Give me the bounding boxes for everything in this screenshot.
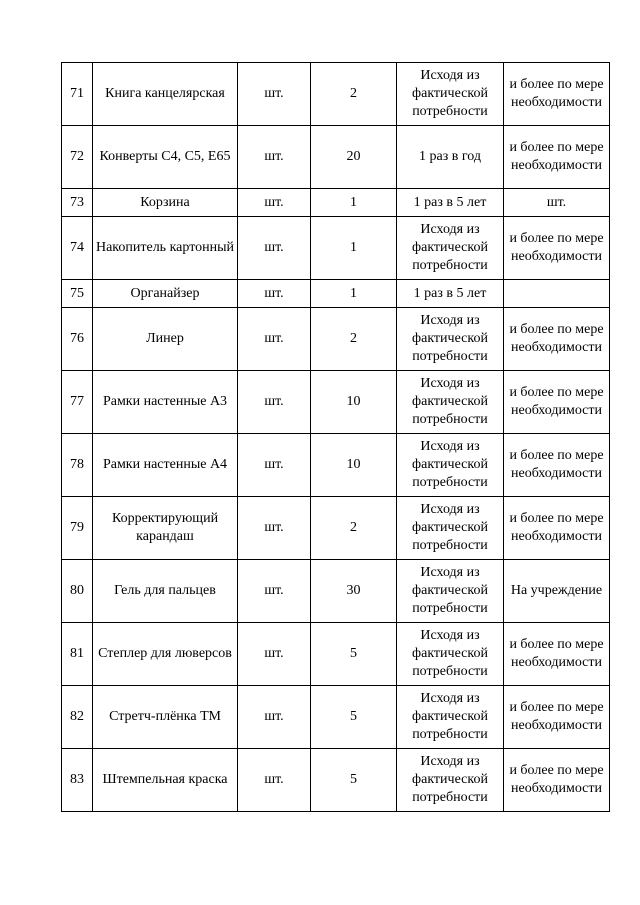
cell-item-name: Линер bbox=[93, 308, 238, 371]
table-row bbox=[62, 371, 610, 434]
cell-quantity: 2 bbox=[311, 63, 397, 126]
cell-quantity: 5 bbox=[311, 623, 397, 686]
cell-note: и более по мере необходимости bbox=[504, 686, 610, 749]
cell-item-name: Штемпельная краска bbox=[93, 749, 238, 812]
cell-frequency: Исходя из фактической потребности bbox=[397, 63, 504, 126]
cell-note: и более по мере необходимости bbox=[504, 308, 610, 371]
cell-note: и более по мере необходимости bbox=[504, 217, 610, 280]
cell-item-name: Накопитель картонный bbox=[93, 217, 238, 280]
cell-number: 73 bbox=[62, 189, 93, 217]
cell-frequency: 1 раз в год bbox=[397, 126, 504, 189]
cell-note bbox=[504, 280, 610, 308]
cell-unit: шт. bbox=[238, 189, 311, 217]
cell-frequency: 1 раз в 5 лет bbox=[397, 189, 504, 217]
cell-quantity: 1 bbox=[311, 189, 397, 217]
table-row bbox=[62, 217, 610, 280]
table-row bbox=[62, 280, 610, 308]
cell-frequency: Исходя из фактической потребности bbox=[397, 308, 504, 371]
cell-unit: шт. bbox=[238, 217, 311, 280]
cell-frequency: Исходя из фактической потребности bbox=[397, 560, 504, 623]
cell-item-name: Корректирующий карандаш bbox=[93, 497, 238, 560]
cell-unit: шт. bbox=[238, 308, 311, 371]
cell-quantity: 10 bbox=[311, 371, 397, 434]
table-row bbox=[62, 623, 610, 686]
cell-unit: шт. bbox=[238, 686, 311, 749]
cell-unit: шт. bbox=[238, 371, 311, 434]
cell-item-name: Корзина bbox=[93, 189, 238, 217]
cell-frequency: Исходя из фактической потребности bbox=[397, 623, 504, 686]
cell-number: 71 bbox=[62, 63, 93, 126]
cell-note: и более по мере необходимости bbox=[504, 497, 610, 560]
cell-note: и более по мере необходимости bbox=[504, 623, 610, 686]
cell-number: 77 bbox=[62, 371, 93, 434]
cell-quantity: 1 bbox=[311, 217, 397, 280]
cell-quantity: 20 bbox=[311, 126, 397, 189]
cell-frequency: Исходя из фактической потребности bbox=[397, 371, 504, 434]
cell-quantity: 5 bbox=[311, 686, 397, 749]
table-row bbox=[62, 308, 610, 371]
cell-item-name: Степлер для люверсов bbox=[93, 623, 238, 686]
cell-note: и более по мере необходимости bbox=[504, 371, 610, 434]
cell-number: 83 bbox=[62, 749, 93, 812]
cell-item-name: Рамки настенные А3 bbox=[93, 371, 238, 434]
cell-note: и более по мере необходимости bbox=[504, 126, 610, 189]
cell-number: 81 bbox=[62, 623, 93, 686]
table-row bbox=[62, 749, 610, 812]
table-row bbox=[62, 686, 610, 749]
cell-number: 76 bbox=[62, 308, 93, 371]
cell-note: и более по мере необходимости bbox=[504, 63, 610, 126]
cell-unit: шт. bbox=[238, 560, 311, 623]
supply-norms-table bbox=[61, 62, 610, 812]
cell-unit: шт. bbox=[238, 749, 311, 812]
cell-quantity: 10 bbox=[311, 434, 397, 497]
cell-number: 82 bbox=[62, 686, 93, 749]
cell-unit: шт. bbox=[238, 63, 311, 126]
cell-number: 74 bbox=[62, 217, 93, 280]
cell-unit: шт. bbox=[238, 126, 311, 189]
table-row bbox=[62, 560, 610, 623]
cell-unit: шт. bbox=[238, 623, 311, 686]
cell-item-name: Конверты С4, С5, Е65 bbox=[93, 126, 238, 189]
cell-frequency: Исходя из фактической потребности bbox=[397, 686, 504, 749]
cell-unit: шт. bbox=[238, 497, 311, 560]
cell-number: 80 bbox=[62, 560, 93, 623]
cell-frequency: Исходя из фактической потребности bbox=[397, 497, 504, 560]
cell-unit: шт. bbox=[238, 434, 311, 497]
cell-note: и более по мере необходимости bbox=[504, 749, 610, 812]
cell-quantity: 30 bbox=[311, 560, 397, 623]
cell-note: На учреждение bbox=[504, 560, 610, 623]
cell-number: 72 bbox=[62, 126, 93, 189]
cell-quantity: 2 bbox=[311, 497, 397, 560]
table-body bbox=[62, 63, 610, 812]
table-row bbox=[62, 126, 610, 189]
table-row bbox=[62, 497, 610, 560]
cell-item-name: Стретч-плёнка ТМ bbox=[93, 686, 238, 749]
cell-item-name: Рамки настенные А4 bbox=[93, 434, 238, 497]
cell-item-name: Органайзер bbox=[93, 280, 238, 308]
cell-number: 79 bbox=[62, 497, 93, 560]
cell-frequency: Исходя из фактической потребности bbox=[397, 217, 504, 280]
cell-frequency: Исходя из фактической потребности bbox=[397, 434, 504, 497]
cell-unit: шт. bbox=[238, 280, 311, 308]
cell-quantity: 5 bbox=[311, 749, 397, 812]
cell-frequency: 1 раз в 5 лет bbox=[397, 280, 504, 308]
table-row bbox=[62, 434, 610, 497]
cell-item-name: Книга канцелярская bbox=[93, 63, 238, 126]
cell-item-name: Гель для пальцев bbox=[93, 560, 238, 623]
cell-quantity: 1 bbox=[311, 280, 397, 308]
cell-note: и более по мере необходимости bbox=[504, 434, 610, 497]
table-row bbox=[62, 63, 610, 126]
cell-note: шт. bbox=[504, 189, 610, 217]
cell-frequency: Исходя из фактической потребности bbox=[397, 749, 504, 812]
table-row bbox=[62, 189, 610, 217]
cell-number: 78 bbox=[62, 434, 93, 497]
cell-number: 75 bbox=[62, 280, 93, 308]
cell-quantity: 2 bbox=[311, 308, 397, 371]
